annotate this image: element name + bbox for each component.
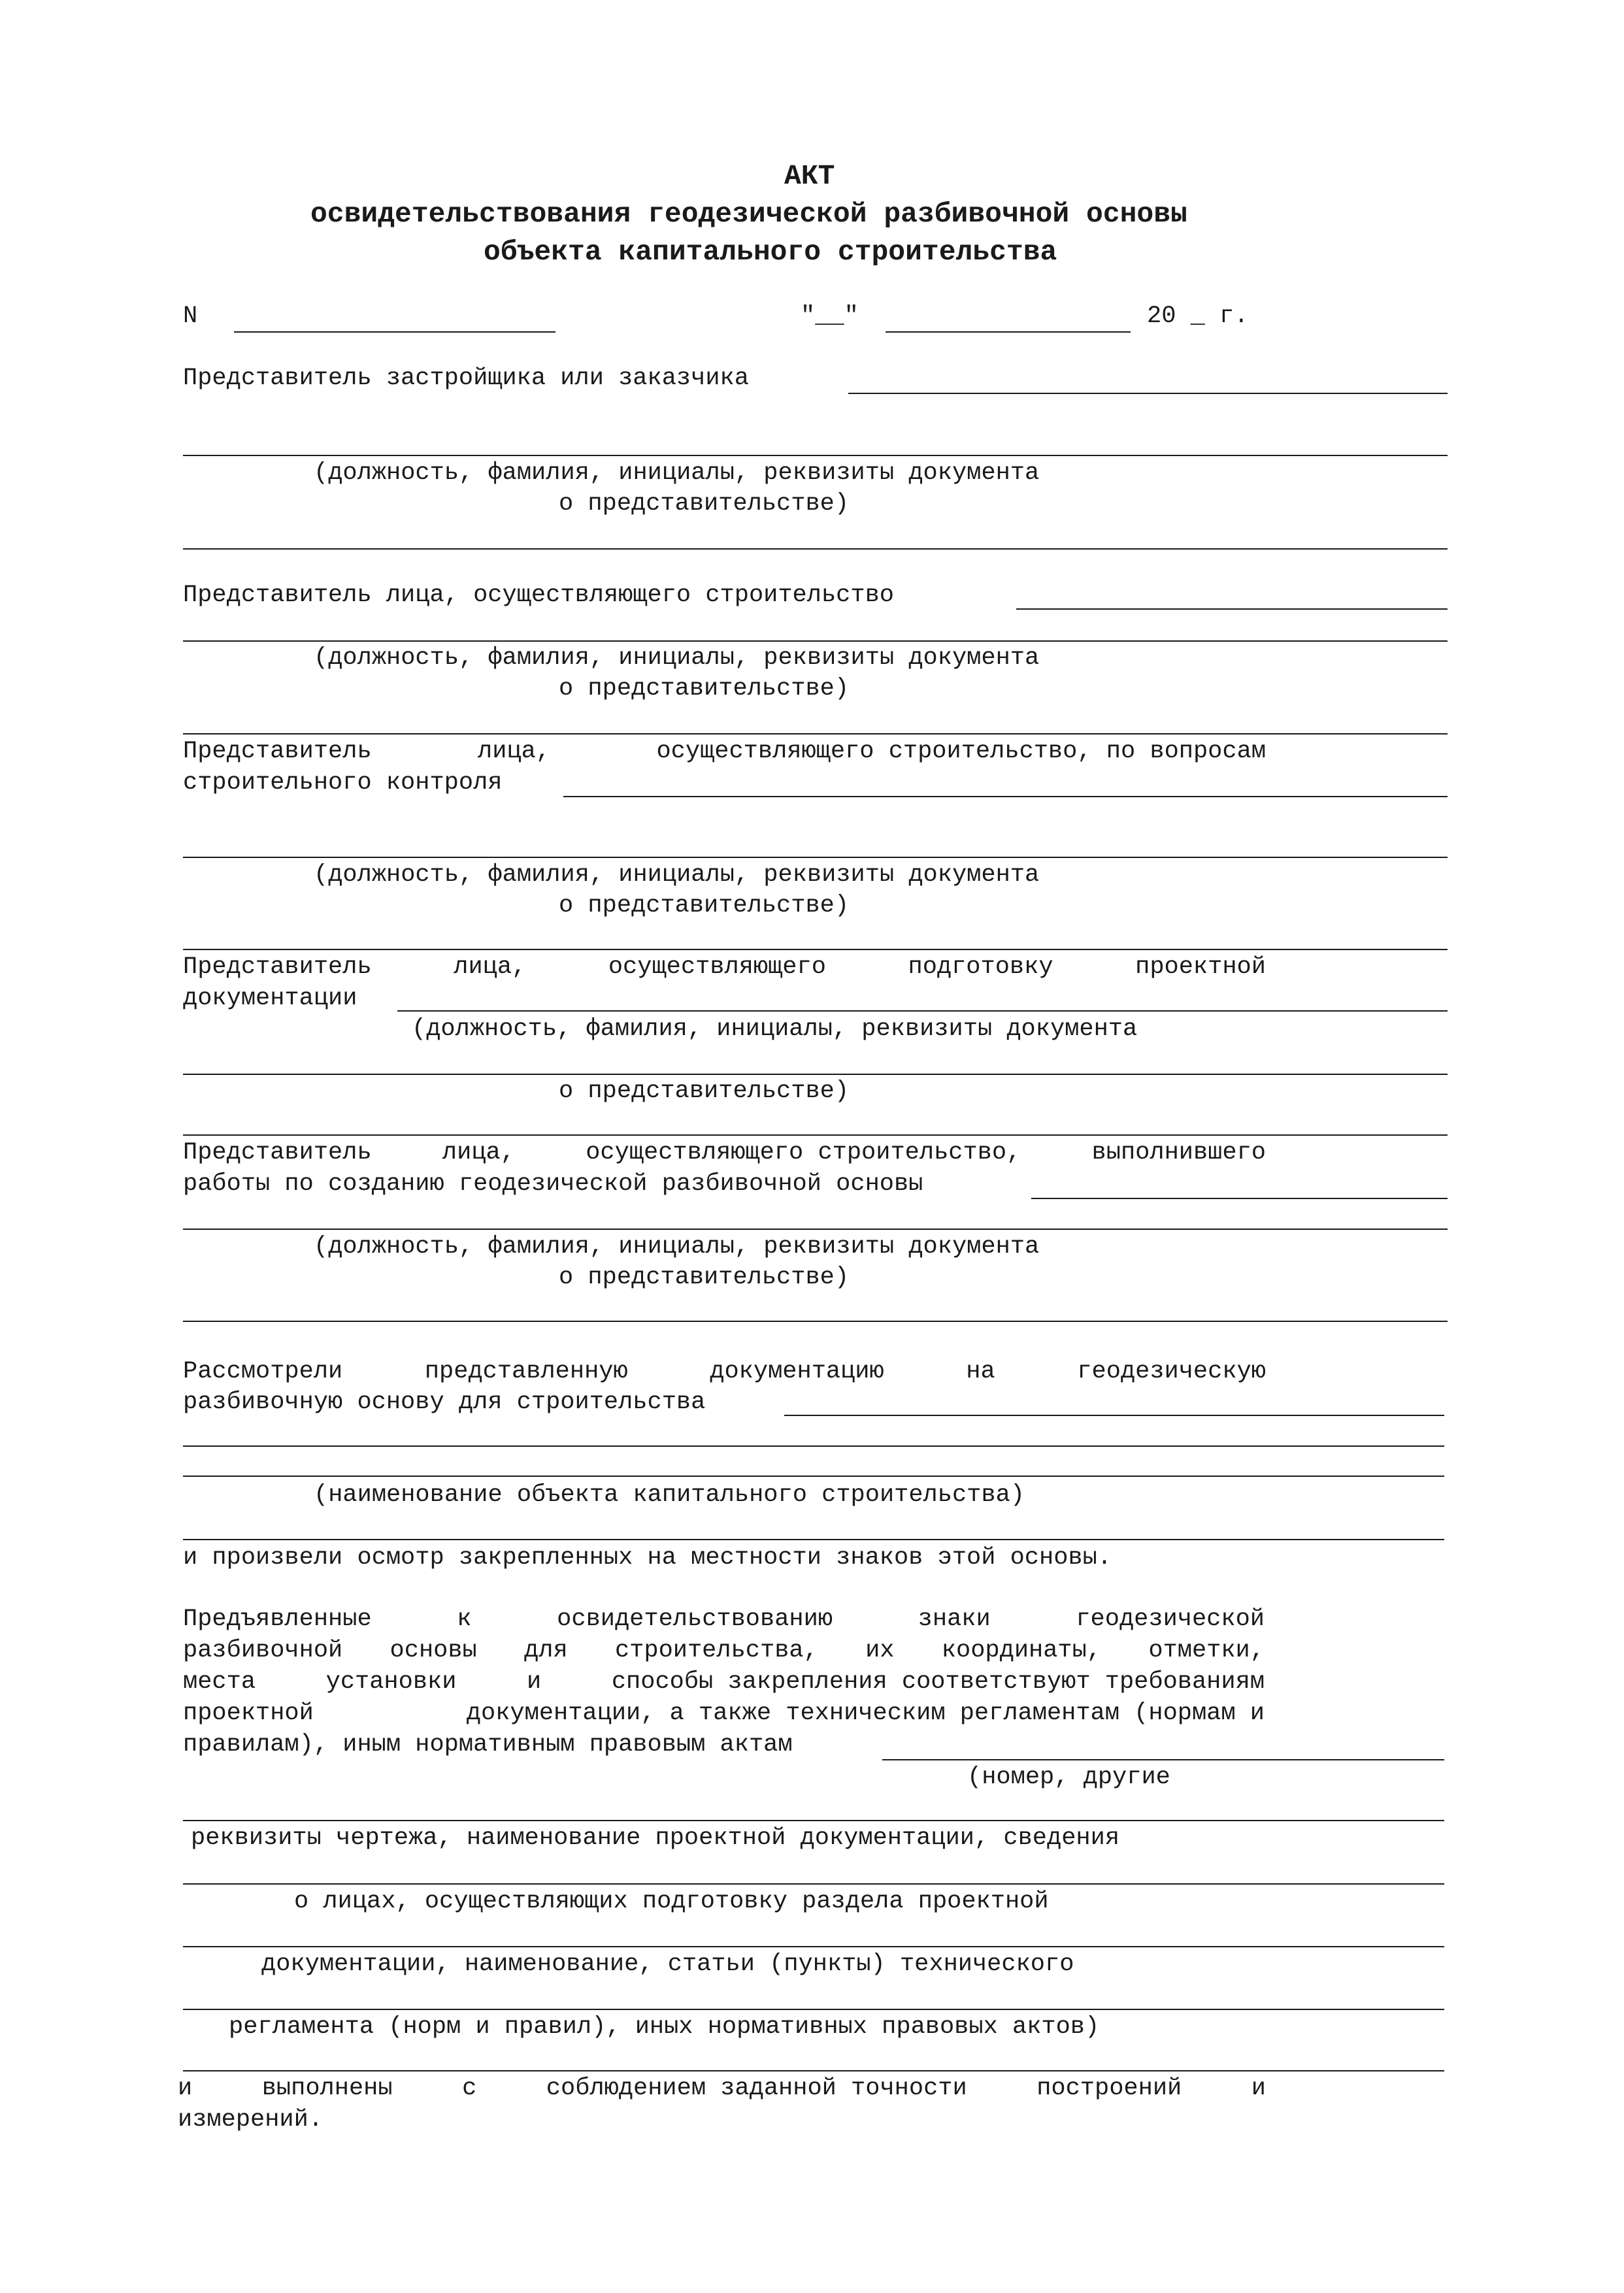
construction-object-field-4[interactable] xyxy=(183,1539,1444,1540)
design-representative-field[interactable] xyxy=(397,1010,1448,1012)
word: координаты, xyxy=(941,1637,1102,1664)
design-representative-field-3[interactable] xyxy=(183,1134,1448,1136)
act-number-label: N xyxy=(183,303,198,330)
drawing-hint-2: реквизиты чертежа, наименование проектной документации, сведения xyxy=(191,1824,1120,1852)
word: осуществляющего xyxy=(608,953,826,981)
design-representative-label: документации xyxy=(183,985,357,1012)
word: выполнившего xyxy=(1091,1139,1266,1166)
control-representative-field-3[interactable] xyxy=(183,949,1448,950)
word: проектной xyxy=(183,1700,314,1727)
control-representative-field[interactable] xyxy=(563,796,1448,797)
date-year-label: 20 _ г. xyxy=(1147,303,1249,330)
construction-object-field-3[interactable] xyxy=(183,1476,1444,1477)
control-hint-1: (должность, фамилия, инициалы, реквизиты документа xyxy=(314,861,1040,889)
normative-acts-field-6[interactable] xyxy=(183,2070,1444,2071)
word: осуществляющего строительство, по вопросам xyxy=(656,738,1266,765)
word: Предъявленные xyxy=(183,1606,372,1633)
word: Рассмотрели xyxy=(183,1358,343,1385)
design-representative-line-1 xyxy=(183,955,1266,980)
conclusion-line-5: правилам), иным нормативным правовым актам xyxy=(183,1731,793,1758)
word: документацию xyxy=(710,1358,884,1385)
word: разбивочной xyxy=(183,1637,343,1664)
control-representative-line-1 xyxy=(183,740,1266,764)
word: выполнены xyxy=(261,2075,393,2102)
developer-representative-field-2[interactable] xyxy=(183,455,1448,456)
word: осуществляющего строительство, xyxy=(586,1139,1021,1166)
word: подготовку xyxy=(908,953,1053,981)
word: отметки, xyxy=(1148,1637,1265,1664)
builder-representative-label: Представитель лица, осуществляющего строительство xyxy=(183,582,894,609)
normative-acts-field-2[interactable] xyxy=(183,1820,1444,1821)
construction-object-field-2[interactable] xyxy=(183,1445,1444,1447)
word: к xyxy=(457,1606,472,1633)
document-subtitle-2: объекта капитального строительства xyxy=(484,236,1057,268)
developer-representative-field[interactable] xyxy=(848,393,1448,394)
conclusion-line-2 xyxy=(183,1639,1265,1663)
developer-hint-1: (должность, фамилия, инициалы, реквизиты документа xyxy=(314,459,1040,487)
final-statement-line-1 xyxy=(178,2077,1266,2101)
geo-hint-2: о представительстве) xyxy=(559,1264,850,1291)
design-representative-field-2[interactable] xyxy=(183,1074,1448,1075)
word: и xyxy=(178,2075,193,2102)
word: геодезическую xyxy=(1077,1358,1266,1385)
control-representative-label: строительного контроля xyxy=(183,769,503,797)
word: для xyxy=(524,1637,568,1664)
normative-acts-field-3[interactable] xyxy=(183,1883,1444,1885)
word: геодезической xyxy=(1076,1606,1265,1633)
word: основы xyxy=(389,1637,477,1664)
normative-acts-field-5[interactable] xyxy=(183,2009,1444,2010)
word: на xyxy=(966,1358,995,1385)
word: места xyxy=(183,1668,256,1696)
final-statement-line-2: измерений. xyxy=(178,2106,323,2134)
object-name-hint: (наименование объекта капитального строительства) xyxy=(314,1481,1025,1509)
geo-representative-field-2[interactable] xyxy=(183,1229,1448,1230)
word: с xyxy=(462,2075,477,2102)
drawing-hint-5: регламента (норм и правил), иных нормативных правовых актов) xyxy=(229,2013,1100,2041)
word: лица, xyxy=(478,738,551,765)
word: документации, а также техническим регламентам (нормам и xyxy=(466,1700,1265,1727)
document-title: АКТ xyxy=(784,160,835,192)
word: Представитель xyxy=(183,738,372,765)
date-day-field[interactable]: "__" xyxy=(801,303,859,330)
design-hint-2: о представительстве) xyxy=(559,1078,850,1105)
builder-hint-1: (должность, фамилия, инициалы, реквизиты документа xyxy=(314,644,1040,672)
construction-object-field[interactable] xyxy=(784,1415,1444,1416)
developer-hint-2: о представительстве) xyxy=(559,490,850,518)
builder-representative-field-2[interactable] xyxy=(183,640,1448,642)
normative-acts-field[interactable] xyxy=(882,1759,1444,1760)
geo-representative-label: работы по созданию геодезической разбивочной основы xyxy=(183,1170,923,1198)
act-number-field[interactable] xyxy=(234,331,555,333)
control-representative-field-2[interactable] xyxy=(183,857,1448,858)
developer-representative-field-3[interactable] xyxy=(183,548,1448,550)
review-line-2: разбивочную основу для строительства xyxy=(183,1389,706,1416)
drawing-hint-3: о лицах, осуществляющих подготовку раздела проектной xyxy=(294,1888,1049,1915)
geo-hint-1: (должность, фамилия, инициалы, реквизиты документа xyxy=(314,1233,1040,1261)
word: Представитель xyxy=(183,953,372,981)
conclusion-line-4 xyxy=(183,1702,1265,1726)
builder-representative-field[interactable] xyxy=(1016,608,1448,610)
inspection-statement: и произвели осмотр закрепленных на местности знаков этой основы. xyxy=(183,1544,1112,1572)
design-hint-1: (должность, фамилия, инициалы, реквизиты документа xyxy=(412,1015,1138,1043)
word: и xyxy=(527,1668,542,1696)
review-line-1 xyxy=(183,1360,1266,1384)
drawing-hint-4: документации, наименование, статьи (пункты) технического xyxy=(261,1951,1074,1978)
geo-representative-line-1 xyxy=(183,1141,1266,1165)
word: установки xyxy=(325,1668,457,1696)
builder-hint-2: о представительстве) xyxy=(559,675,850,702)
word: способы закрепления соответствуют требованиям xyxy=(611,1668,1265,1696)
word: соблюдением заданной точности xyxy=(546,2075,967,2102)
developer-representative-label: Представитель застройщика или заказчика xyxy=(183,365,749,392)
word: построений xyxy=(1036,2075,1182,2102)
word: и xyxy=(1251,2075,1266,2102)
word: лица, xyxy=(454,953,527,981)
document-subtitle: освидетельствования геодезической разбивочной основы xyxy=(310,198,1187,230)
geo-representative-field[interactable] xyxy=(1031,1198,1448,1199)
word: знаки xyxy=(918,1606,991,1633)
word: представленную xyxy=(424,1358,628,1385)
drawing-hint-1: (номер, другие xyxy=(967,1764,1170,1791)
normative-acts-field-4[interactable] xyxy=(183,1946,1444,1947)
conclusion-line-3 xyxy=(183,1670,1265,1694)
word: строительства, xyxy=(614,1637,818,1664)
control-hint-2: о представительстве) xyxy=(559,892,850,919)
builder-representative-field-3[interactable] xyxy=(183,733,1448,734)
word: освидетельствованию xyxy=(557,1606,833,1633)
geo-representative-field-3[interactable] xyxy=(183,1321,1448,1322)
conclusion-line-1 xyxy=(183,1608,1265,1632)
word: их xyxy=(865,1637,895,1664)
word: проектной xyxy=(1135,953,1266,981)
word: лица, xyxy=(442,1139,515,1166)
word: Представитель xyxy=(183,1139,372,1166)
date-month-field[interactable] xyxy=(886,331,1131,333)
